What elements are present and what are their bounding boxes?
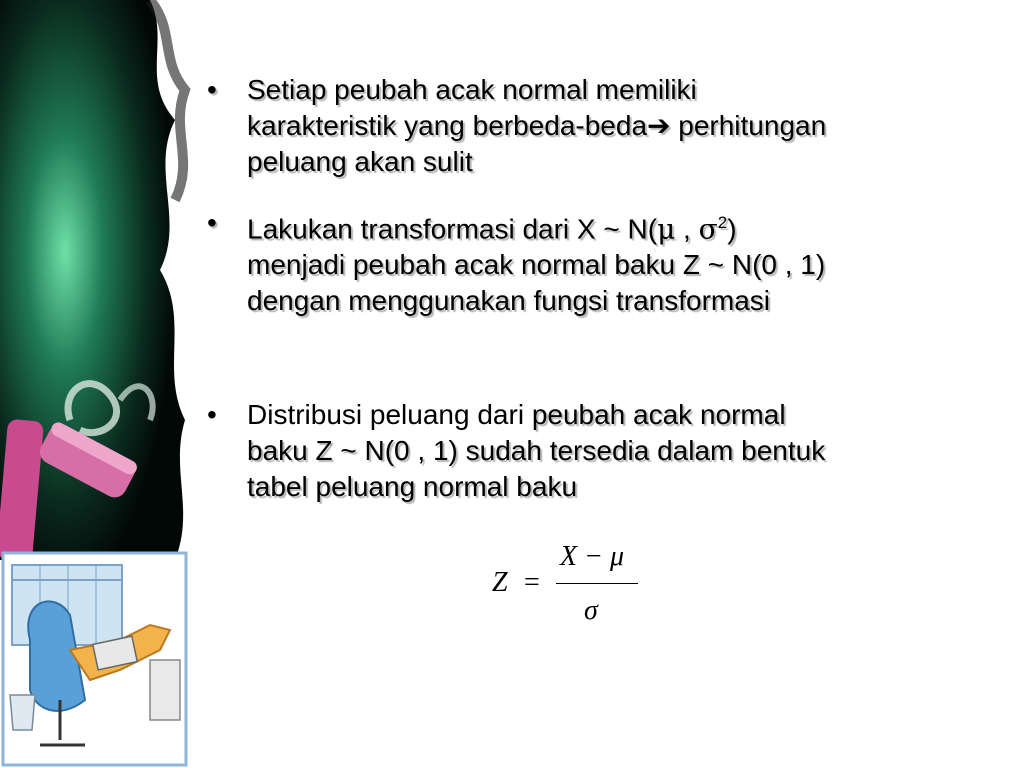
bullet-3-line-2: baku Z ~ N(0 , 1) sudah tersedia dalam bentuk: [247, 435, 826, 466]
bullet-3-line-3: tabel peluang normal baku: [247, 471, 578, 502]
formula-equals: =: [524, 567, 540, 598]
z-transform-formula: [480, 535, 650, 645]
superscript-2: 2: [717, 213, 728, 232]
bullet-1-line-2b: perhitungan: [670, 110, 827, 141]
bullet-1-line-3: peluang akan sulit: [247, 146, 473, 177]
bullet-dot: •: [207, 74, 217, 105]
bullet-3-line-1b: peubah acak normal: [531, 399, 786, 430]
chalkboard-illustration: [0, 0, 230, 768]
bullet-dot: •: [207, 207, 217, 238]
mu-symbol: μ: [657, 212, 676, 246]
close-paren: ): [727, 213, 737, 245]
bullet-item-1: [205, 72, 1017, 180]
sigma-symbol: σ: [698, 212, 718, 246]
bullet-item-2: [205, 205, 1017, 319]
formula-lhs: Z: [492, 567, 508, 598]
comma-text: ,: [675, 213, 699, 245]
bullet-dot: •: [207, 399, 217, 430]
bullet-2-line-1a: Lakukan transformasi dari X ~ N(: [247, 213, 658, 245]
fraction-bar: [556, 583, 638, 584]
bullet-2-line-3: dengan menggunakan fungsi transformasi: [247, 285, 771, 317]
bullet-item-3: [205, 397, 1017, 505]
arrow-icon: ➔: [647, 110, 671, 141]
decorative-chalkboard-art: [0, 0, 230, 768]
formula-denominator: σ: [584, 595, 598, 626]
bullet-2-line-2: menjadi peubah acak normal baku Z ~ N(0 , 1): [247, 249, 826, 281]
bullet-1-line-2a: karakteristik yang berbeda-beda: [247, 110, 648, 141]
formula-numerator: X − μ: [560, 541, 625, 572]
bullet-1-line-1: Setiap peubah acak normal memiliki: [247, 74, 697, 105]
bullet-3-plain: Distribusi peluang dari: [247, 399, 532, 430]
